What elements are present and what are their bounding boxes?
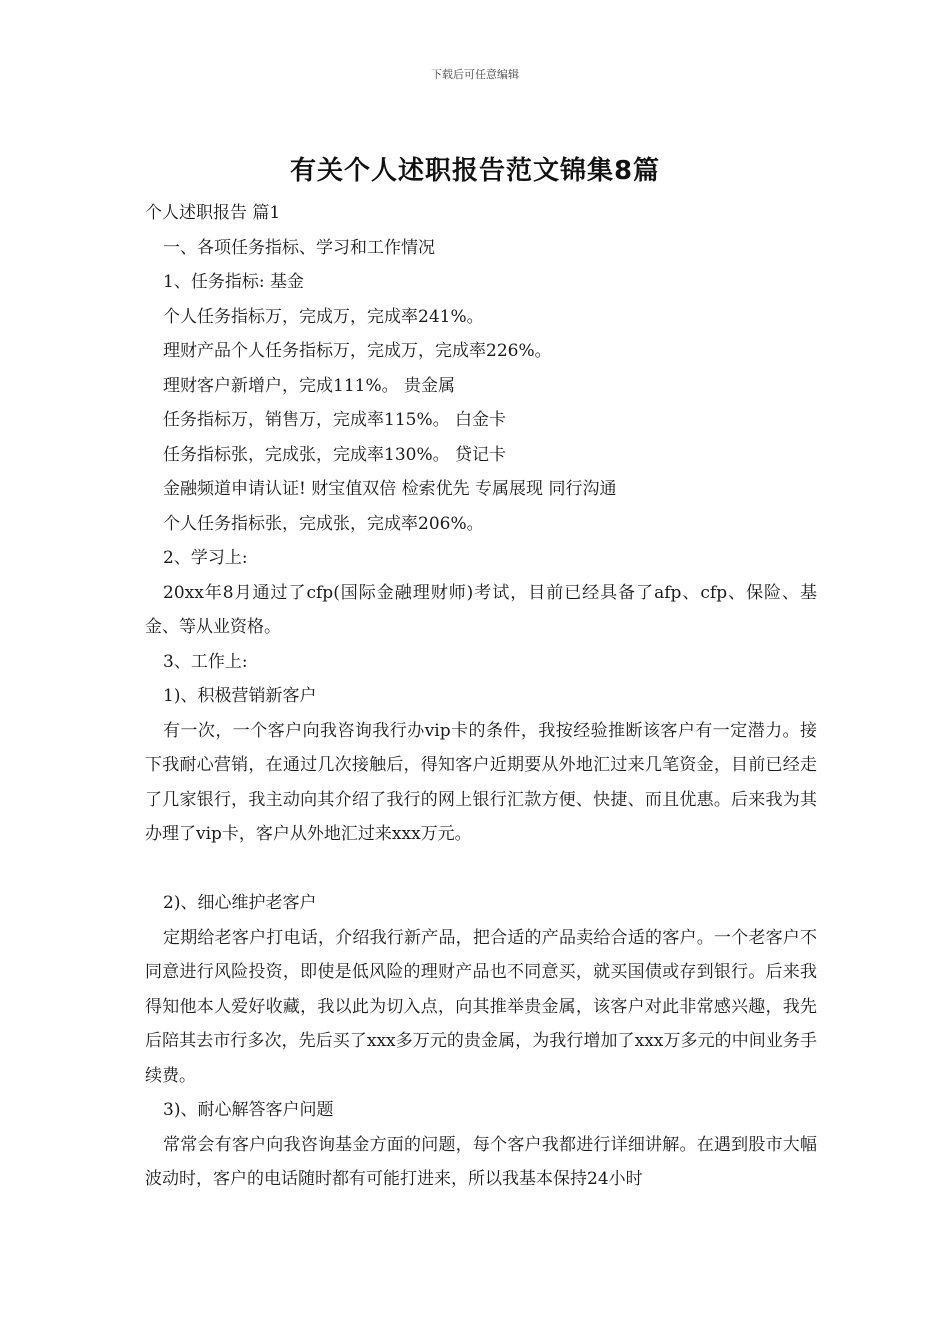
text-line: 个人任务指标万，完成万，完成率241%。 [163, 306, 484, 327]
page-header-note: 下载后可任意编辑 [431, 68, 519, 81]
text-line: 个人任务指标张，完成张，完成率206%。 [163, 513, 484, 534]
promo-line: 金融频道申请认证! 财宝值双倍 检索优先 专属展现 同行沟通 [163, 479, 617, 499]
paragraph: 定期给老客户打电话，介绍我行新产品，把合适的产品卖给合适的客户。一个老客户不同意进行风险投资，即使是低风险的理财产品也不同意买，就买国债或存到银行。后来我得知他本人爱好收藏，我以此为切入点，向其推举贵金属，该客户对此非常感兴趣，我先后陪其去市行多次，先后买了xxx多万元的贵金属，为我行增加了xxx万多元的中间业务手续费。 [145, 927, 817, 1086]
text-line: 理财产品个人任务指标万，完成万，完成率226%。 [163, 341, 552, 361]
sub-item-heading: 2)、细心维护老客户 [163, 893, 317, 913]
item-heading: 1、任务指标: 基金 [163, 272, 304, 292]
item-heading: 3、工作上: [163, 651, 248, 672]
paragraph: 常常会有客户向我咨询基金方面的问题，每个客户我都进行详细讲解。在遇到股市大幅波动时，客户的电话随时都有可能打进来，所以我基本保持24小时 [145, 1134, 817, 1189]
document-title: 有关个人述职报告范文锦集8篇 [289, 156, 661, 186]
text-line: 理财客户新增户，完成111%。 贵金属 [163, 375, 456, 396]
blank-line [145, 852, 817, 887]
document-body [145, 196, 817, 1197]
text-line: 任务指标张，完成张，完成率130%。 贷记卡 [163, 444, 507, 465]
item-heading: 2、学习上: [163, 548, 248, 568]
subsection-heading: 一、各项任务指标、学习和工作情况 [163, 237, 435, 258]
section-heading: 个人述职报告 篇1 [145, 203, 281, 223]
sub-item-heading: 3)、耐心解答客户问题 [163, 1100, 334, 1120]
text-line: 任务指标万，销售万，完成率115%。 白金卡 [163, 410, 507, 430]
paragraph: 20xx年8月通过了cfp(国际金融理财师)考试，目前已经具备了afp、cfp、保险、基金、等从业资格。 [145, 582, 817, 637]
sub-item-heading: 1)、积极营销新客户 [163, 686, 317, 706]
paragraph: 有一次，一个客户向我咨询我行办vip卡的条件，我按经验推断该客户有一定潜力。接下我耐心营销，在通过几次接触后，得知客户近期要从外地汇过来几笔资金，目前已经走了几家银行，我主动向其介绍了我行的网上银行汇款方便、快捷、而且优惠。后来我为其办理了vip卡，客户从外地汇过来xxx万元。 [145, 720, 817, 844]
